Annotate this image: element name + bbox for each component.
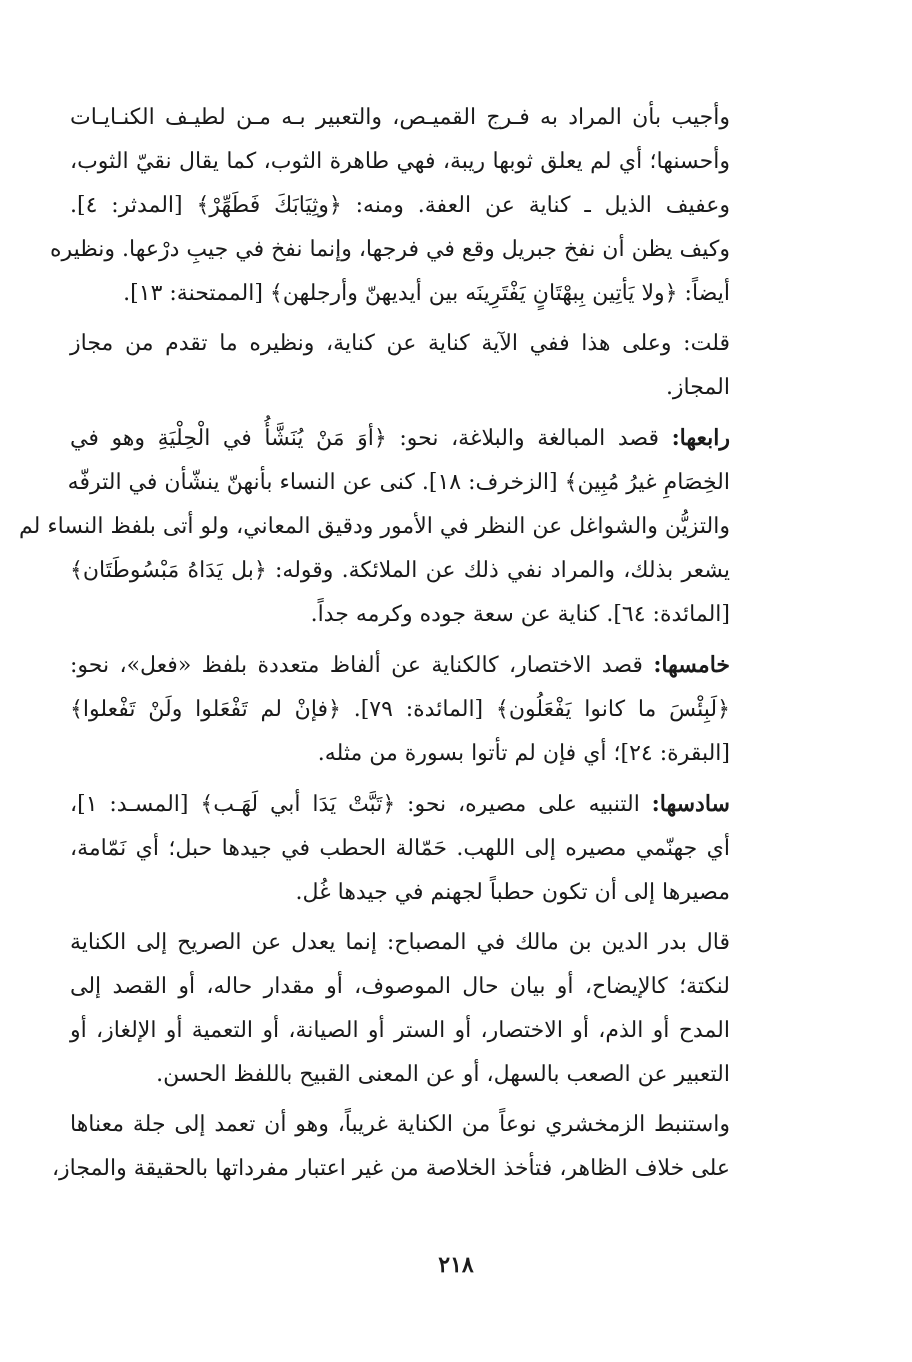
text-line: ﴿لَبِئْسَ ما كانوا يَفْعَلُون﴾ [المائدة: ٧٩]. ﴿فإنْ لم تَفْعَلوا ولَنْ تَفْعلوا﴾: [70, 697, 730, 722]
text-line: أي جهنّمي مصيره إلى اللهب. حَمّالة الحطب في جيدها حبل؛ أي نَمّامة،: [70, 836, 730, 861]
text-segment: قصد المبالغة والبلاغة، نحو: ﴿أوَ مَنْ يُنَشَّأُ في الْحِلْيَةِ وهو في: [70, 426, 672, 451]
text-segment: التنبيه على مصيره، نحو: ﴿تَبَّتْ يَدَا أبي لَهَـب﴾ [المسـد: ١]،: [70, 792, 652, 817]
section-lead: خامسها:: [653, 652, 730, 678]
section-lead: رابعها:: [671, 425, 730, 451]
text-line: يشعر بذلك، والمراد نفي ذلك عن الملائكة. وقوله: ﴿بل يَدَاهُ مَبْسُوطَتَان﴾: [70, 558, 730, 583]
text-line: المجاز.: [665, 375, 730, 400]
text-line: المدح أو الذم، أو الاختصار، أو الستر أو الصيانة، أو التعمية أو الإلغاز، أو: [70, 1018, 730, 1043]
text-line: وكيف يظن أن نفخ جبريل وقع في فرجها، وإنما نفخ في جيبِ درْعها. ونظيره: [49, 237, 730, 262]
paragraph-6: [70, 921, 770, 1097]
text-line: مصيرها إلى أن تكون حطباً لجهنم في جيدها غُل.: [295, 880, 730, 905]
text-line: [المائدة: ٦٤]. كناية عن سعة جوده وكرمه جداً.: [310, 602, 730, 627]
text-line: واستنبط الزمخشري نوعاً من الكناية غريباً، وهو أن تعمد إلى جلة معناها: [70, 1112, 730, 1137]
text-line: [70, 782, 770, 827]
text-line: على خلاف الظاهر، فتأخذ الخلاصة من غير اعتبار مفرداتها بالحقيقة والمجاز،: [51, 1156, 730, 1181]
text-line: [70, 416, 770, 461]
paragraph-3: [18, 416, 770, 637]
text-line: لنكتة؛ كالإيضاح، أو بيان حال الموصوف، أو مقدار حاله، أو القصد إلى: [70, 974, 730, 999]
paragraph-2: [70, 322, 770, 410]
text-line: الخِصَامِ غيرُ مُبِين﴾ [الزخرف: ١٨]. كنى عن النساء بأنهنّ ينشّأن في الترفّه: [67, 470, 730, 495]
section-lead: سادسها:: [651, 791, 730, 817]
text-line: [البقرة: ٢٤]؛ أي فإن لم تأتوا بسورة من مثله.: [317, 741, 730, 766]
text-line: التعبير عن الصعب بالسهل، أو عن المعنى القبيح باللفظ الحسن.: [156, 1062, 730, 1087]
text-segment: قصد الاختصار، كالكناية عن ألفاظ متعددة بلفظ «فعل»، نحو:: [70, 653, 654, 678]
text-line: قال بدر الدين بن مالك في المصباح: إنما يعدل عن الصريح إلى الكناية: [70, 930, 730, 955]
text-line: وأجيب بأن المراد به فـرج القميـص، والتعبير بـه مـن لطيـف الكنـايـات: [70, 105, 730, 130]
text-line: قلت: وعلى هذا ففي الآية كناية عن كناية، ونظيره ما تقدم من مجاز: [70, 331, 730, 356]
text-line: وأحسنها؛ أي لم يعلق ثوبها ريبة، فهي طاهرة الثوب، كما يقال نقيّ الثوب،: [70, 149, 730, 174]
text-line: وعفيف الذيل ـ كناية عن العفة. ومنه: ﴿وثِيَابَكَ فَطَهِّرْ﴾ [المدثر: ٤].: [70, 193, 730, 218]
paragraph-5: [70, 782, 770, 915]
text-line: أيضاً: ﴿ولا يَأتِين بِبهْتَانٍ يَفْتَرِينَه بين أيديهنّ وأرجلهن﴾ [الممتحنة: ١٣].: [123, 281, 730, 306]
paragraph-7: [51, 1103, 770, 1191]
page-number: ٢١٨: [438, 1252, 474, 1278]
page-body: [18, 96, 770, 1197]
text-line: والتزيُّن والشواغل عن النظر في الأمور ودقيق المعاني، ولو أتى بلفظ النساء لم: [18, 514, 730, 539]
paragraph-1: [49, 96, 770, 316]
text-line: [70, 643, 770, 688]
paragraph-4: [70, 643, 770, 776]
